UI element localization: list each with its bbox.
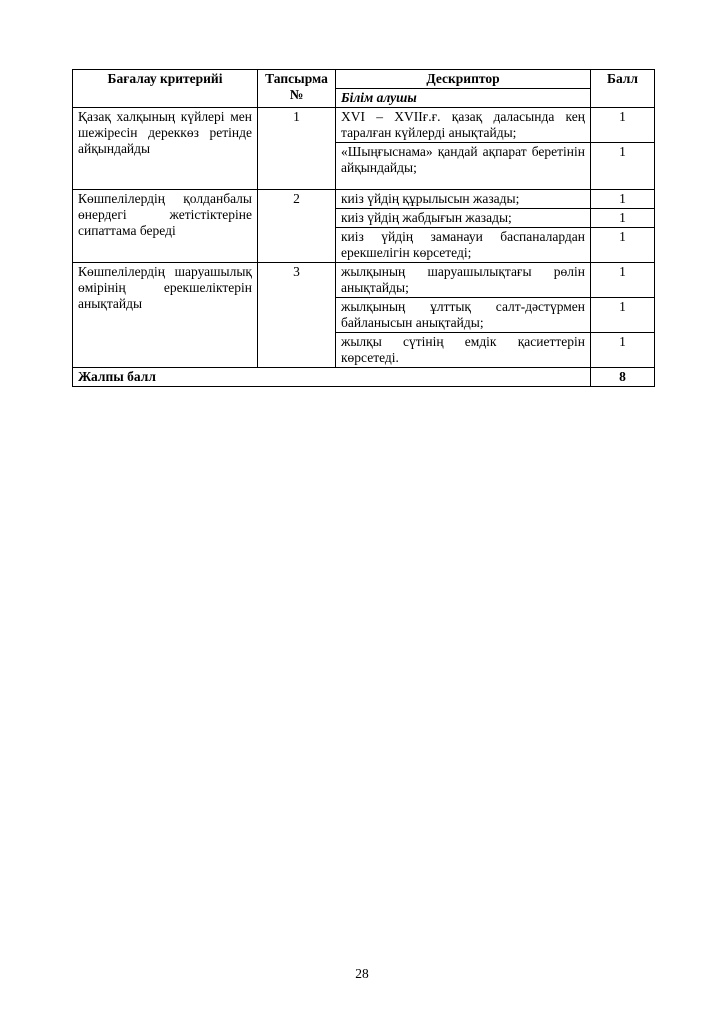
- task-number-sign: №: [289, 87, 304, 102]
- descriptor-header: Дескриптор: [336, 70, 591, 89]
- score-cell: 1: [591, 209, 655, 228]
- criterion-cell: Көшпелілердің шаруашылық өмірінің ерекшеліктерін анықтайды: [73, 263, 258, 368]
- table-row: [73, 263, 655, 298]
- descriptor-cell: киіз үйдің заманауи баспаналардан ерекшелігін көрсетеді;: [336, 228, 591, 263]
- score-header: Балл: [591, 70, 655, 108]
- descriptor-cell: киіз үйдің жабдығын жазады;: [336, 209, 591, 228]
- learner-subheader: Білім алушы: [336, 89, 591, 108]
- table-row: [73, 108, 655, 143]
- task-header-label: Тапсырма: [265, 71, 328, 86]
- descriptor-cell: жылқы сүтінің емдік қасиеттерін көрсетеді.: [336, 333, 591, 368]
- score-cell: 1: [591, 108, 655, 143]
- task-number-cell: 2: [258, 190, 336, 263]
- task-number-cell: 3: [258, 263, 336, 368]
- total-score: 8: [591, 368, 655, 387]
- total-label: Жалпы балл: [73, 368, 591, 387]
- task-number-cell: 1: [258, 108, 336, 190]
- score-cell: 1: [591, 263, 655, 298]
- descriptor-cell: XVI – XVIIғ.ғ. қазақ даласында кең таралған күйлерді анықтайды;: [336, 108, 591, 143]
- assessment-rubric-table: [72, 69, 655, 387]
- score-cell: 1: [591, 143, 655, 190]
- task-header: [258, 70, 336, 108]
- descriptor-cell: жылқының шаруашылықтағы рөлін анықтайды;: [336, 263, 591, 298]
- table-row: [73, 190, 655, 209]
- criterion-cell: Қазақ халқының күйлері мен шежіресін дереккөз ретінде айқындайды: [73, 108, 258, 190]
- page-number: 28: [355, 966, 369, 981]
- descriptor-cell: киіз үйдің құрылысын жазады;: [336, 190, 591, 209]
- score-cell: 1: [591, 298, 655, 333]
- descriptor-cell: «Шыңғыснама» қандай ақпарат беретінін айқындайды;: [336, 143, 591, 190]
- criterion-cell: Көшпелілердің қолданбалы өнердегі жетістіктеріне сипаттама береді: [73, 190, 258, 263]
- score-cell: 1: [591, 190, 655, 209]
- header-row: [73, 70, 655, 89]
- total-row: [73, 368, 655, 387]
- score-cell: 1: [591, 228, 655, 263]
- descriptor-cell: жылқының ұлттық салт-дәстүрмен байланысын анықтайды;: [336, 298, 591, 333]
- score-cell: 1: [591, 333, 655, 368]
- criteria-header: Бағалау критерийі: [73, 70, 258, 108]
